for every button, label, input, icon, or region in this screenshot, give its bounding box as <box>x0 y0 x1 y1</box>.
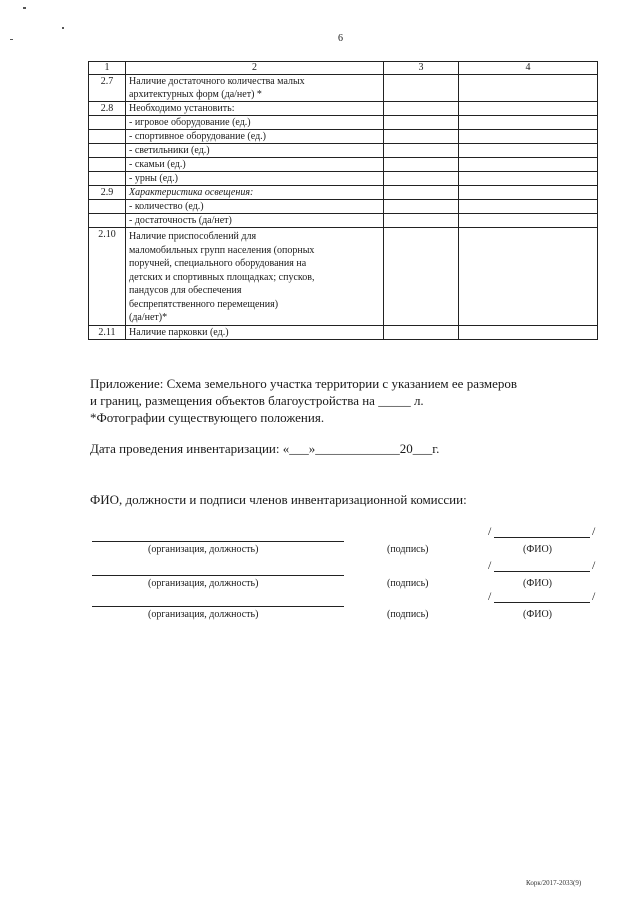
page-number: 6 <box>338 33 343 44</box>
table-row <box>89 186 598 200</box>
fio-label: (ФИО) <box>523 544 553 555</box>
description-line: - спортивное оборудование (ед.) <box>129 131 266 142</box>
table-row <box>89 116 598 130</box>
note-cell <box>459 172 598 186</box>
table-header-row <box>89 62 598 75</box>
table-row <box>89 130 598 144</box>
row-number <box>89 214 126 228</box>
commission-heading: ФИО, должности и подписи членов инвентаризационной комиссии: <box>90 492 467 507</box>
scan-mark <box>23 7 26 9</box>
value-cell <box>384 75 459 102</box>
value-cell <box>384 186 459 200</box>
table-row <box>89 228 598 326</box>
description-line: пандусов для обеспечения <box>129 285 242 296</box>
table-row <box>89 325 598 339</box>
slash: / <box>488 589 492 603</box>
org-position-label: (организация, должность) <box>148 578 259 589</box>
description-line: Необходимо установить: <box>129 103 235 114</box>
description-line: - достаточность (да/нет) <box>129 215 232 226</box>
slash: / <box>488 558 492 572</box>
description-line: Наличие достаточного количества малых <box>129 76 305 87</box>
row-number: 2.7 <box>89 75 126 102</box>
value-cell <box>384 214 459 228</box>
org-position-line <box>92 606 344 607</box>
note-cell <box>459 186 598 200</box>
slash: / <box>592 524 596 538</box>
org-position-label: (организация, должность) <box>148 609 259 620</box>
value-cell <box>384 325 459 339</box>
row-description <box>126 228 384 326</box>
signature-label: (подпись) <box>387 544 429 555</box>
fio-line <box>494 537 590 538</box>
photo-note: *Фотографии существующего положения. <box>90 410 325 425</box>
row-number <box>89 172 126 186</box>
row-description <box>126 214 384 228</box>
inventory-table <box>88 61 598 340</box>
row-number <box>89 200 126 214</box>
org-position-line <box>92 541 344 542</box>
value-cell <box>384 144 459 158</box>
row-description <box>126 186 384 200</box>
description-line: Наличие парковки (ед.) <box>129 326 229 338</box>
row-description <box>126 102 384 116</box>
slash: / <box>592 558 596 572</box>
table-row <box>89 75 598 102</box>
row-number: 2.11 <box>89 325 126 339</box>
table-row <box>89 102 598 116</box>
column-number: 3 <box>384 62 459 75</box>
fio-line <box>494 571 590 572</box>
row-description <box>126 200 384 214</box>
note-cell <box>459 158 598 172</box>
row-description <box>126 75 384 102</box>
row-description <box>126 144 384 158</box>
document-code: Корк/2017-2033(9) <box>526 879 582 887</box>
table-row <box>89 144 598 158</box>
column-number: 4 <box>459 62 598 75</box>
note-cell <box>459 75 598 102</box>
description-line: - урны (ед.) <box>129 173 178 184</box>
note-cell <box>459 200 598 214</box>
description-line: - игровое оборудование (ед.) <box>129 117 251 128</box>
description-line: Наличие приспособлений для <box>129 231 257 242</box>
value-cell <box>384 172 459 186</box>
signature-label: (подпись) <box>387 609 429 620</box>
org-position-line <box>92 575 344 576</box>
note-cell <box>459 144 598 158</box>
description-line: поручней, специального оборудования на <box>129 258 307 269</box>
description-line: маломобильных групп населения (опорных <box>129 244 315 256</box>
value-cell <box>384 102 459 116</box>
row-number <box>89 130 126 144</box>
row-number <box>89 158 126 172</box>
description-line: Характеристика освещения: <box>129 187 254 198</box>
table-row <box>89 172 598 186</box>
value-cell <box>384 200 459 214</box>
row-number: 2.8 <box>89 102 126 116</box>
description-line: детских и спортивных площадках; спусков, <box>129 271 315 283</box>
inventory-date-line: Дата проведения инвентаризации: «___»_____________20___г. <box>90 441 440 456</box>
row-description <box>126 172 384 186</box>
description-line: - скамьи (ед.) <box>129 159 186 170</box>
row-number: 2.10 <box>89 228 126 326</box>
fio-label: (ФИО) <box>523 578 553 589</box>
org-position-label: (организация, должность) <box>148 544 259 555</box>
table-row <box>89 214 598 228</box>
row-description <box>126 325 384 339</box>
note-cell <box>459 116 598 130</box>
fio-line <box>494 602 590 603</box>
description-line: архитектурных форм (да/нет) * <box>129 89 262 100</box>
row-description <box>126 116 384 130</box>
description-line: - количество (ед.) <box>129 201 204 212</box>
slash: / <box>488 524 492 538</box>
description-line: - светильники (ед.) <box>129 145 210 156</box>
row-number <box>89 116 126 130</box>
fio-label: (ФИО) <box>523 609 553 620</box>
table-row <box>89 200 598 214</box>
column-number: 2 <box>126 62 384 75</box>
row-description <box>126 130 384 144</box>
signature-label: (подпись) <box>387 578 429 589</box>
slash: / <box>592 589 596 603</box>
row-number: 2.9 <box>89 186 126 200</box>
scan-mark <box>62 27 64 29</box>
row-description <box>126 158 384 172</box>
value-cell <box>384 158 459 172</box>
table-row <box>89 158 598 172</box>
value-cell <box>384 228 459 326</box>
note-cell <box>459 325 598 339</box>
column-number: 1 <box>89 62 126 75</box>
description-line: беспрепятственного перемещения) <box>129 298 279 310</box>
description-line: (да/нет)* <box>129 312 168 323</box>
note-cell <box>459 214 598 228</box>
value-cell <box>384 116 459 130</box>
note-cell <box>459 130 598 144</box>
note-cell <box>459 102 598 116</box>
row-number <box>89 144 126 158</box>
appendix-note <box>90 375 610 426</box>
note-cell <box>459 228 598 326</box>
appendix-line: Приложение: Схема земельного участка территории с указанием ее размеров <box>90 376 518 391</box>
scan-mark <box>10 39 13 40</box>
value-cell <box>384 130 459 144</box>
appendix-line: и границ, размещения объектов благоустройства на _____ л. <box>90 393 424 408</box>
